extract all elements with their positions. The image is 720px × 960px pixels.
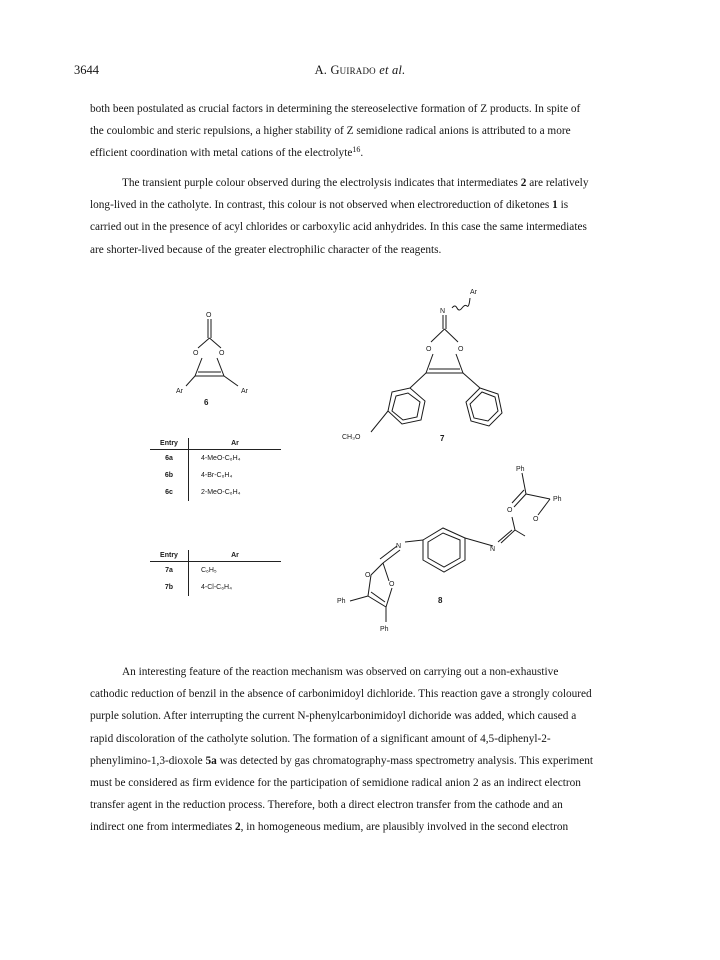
running-head xyxy=(0,63,720,78)
running-head-etal: et al. xyxy=(379,63,406,77)
structures-svg xyxy=(0,280,720,640)
paragraph-3-line: An interesting feature of the reaction mechanism was observed on carrying out a non-exhaustive xyxy=(122,666,559,678)
paragraph-3-line: purple solution. After interrupting the current N-phenylcarbonimidoyl dichoride was added, which caused a xyxy=(90,710,577,723)
table-cell-entry: 7a xyxy=(150,562,189,580)
compound-number-6: 6 xyxy=(204,398,209,407)
atom-label: Ph xyxy=(553,496,562,503)
table-row xyxy=(150,579,281,596)
table-header-ar: Ar xyxy=(189,550,282,562)
text-run: are relatively xyxy=(526,177,589,189)
paragraph-3-line xyxy=(90,816,630,838)
text-run: , in homogeneous medium, are plausibly involved in the second electron xyxy=(240,821,569,834)
atom-label: CH₃O xyxy=(342,434,361,441)
paragraph-1-line xyxy=(90,142,630,164)
paragraph-2-line: are shorter-lived because of the greater electrophilic character of the reagents. xyxy=(90,243,442,256)
atom-label: O xyxy=(426,346,432,353)
compound-6-table xyxy=(150,438,281,501)
atom-label: Ar xyxy=(241,388,248,395)
table-row xyxy=(150,562,281,580)
table-cell-ar: 4-MeO-C₆H₄ xyxy=(201,455,241,462)
atom-label: O xyxy=(458,346,464,353)
reference-superscript: 16 xyxy=(352,145,361,155)
compound-ref: 5a xyxy=(205,754,217,767)
paragraph-3-line: rapid discoloration of the catholyte solution. The formation of a significant amount of 4,5-diphenyl-2- xyxy=(90,732,551,745)
atom-label: Ph xyxy=(337,598,346,605)
compound-number-7: 7 xyxy=(440,434,445,443)
atom-label: O xyxy=(507,507,513,514)
atom-label: O xyxy=(365,572,371,579)
table-cell-entry: 6a xyxy=(150,450,189,468)
paragraph-3-line xyxy=(90,750,630,772)
paragraph-2 xyxy=(90,172,630,261)
text-run: indirect one from intermediates xyxy=(90,821,235,834)
atom-label: Ar xyxy=(470,289,477,296)
text-run: The transient purple colour observed during the electrolysis indicates that intermediates xyxy=(122,177,521,189)
table-row xyxy=(150,450,281,468)
atom-label: N xyxy=(396,543,402,550)
text-run: phenylimino-1,3-dioxole xyxy=(90,754,206,767)
atom-label: O xyxy=(193,350,199,357)
paragraph-1 xyxy=(90,98,630,165)
paragraph-1-line: the coulombic and steric repulsions, a higher stability of Z semidione radical anions is attributed to a more xyxy=(90,125,571,138)
table-cell-entry: 6c xyxy=(150,484,189,501)
text-run: is xyxy=(557,199,569,212)
paragraph-3-line: transfer agent in the reduction process. Therefore, both a direct electron transfer from the cathode and an xyxy=(90,799,563,812)
compound-8-structure xyxy=(350,473,550,622)
paragraph-3-line: must be considered as firm evidence for the participation of semidione radical anion 2 as an indirect electron xyxy=(90,777,581,790)
compound-ref: 1 xyxy=(552,199,558,212)
running-head-author: A. Guirado xyxy=(314,63,376,77)
paragraph-2-line xyxy=(90,194,630,216)
text-run: long-lived in the catholyte. In contrast, this colour is not observed when electroreduction of diketones xyxy=(90,199,553,212)
table-cell-ar: 4-Br-C₆H₄ xyxy=(201,472,233,479)
table-cell-ar: 2-MeO-C₆H₄ xyxy=(201,489,241,496)
atom-label: Ph xyxy=(380,626,389,633)
atom-label: Ar xyxy=(176,388,183,395)
table-cell-entry: 6b xyxy=(150,467,189,484)
text-run: was detected by gas chromatography-mass spectrometry analysis. This experiment xyxy=(216,754,594,767)
compound-number-8: 8 xyxy=(438,596,443,605)
paragraph-1-text: efficient coordination with metal cations of the electrolyte xyxy=(90,147,353,160)
compound-7-table xyxy=(150,550,281,596)
table-header-entry: Entry xyxy=(150,438,189,450)
table-row xyxy=(150,467,281,484)
table-header-ar: Ar xyxy=(189,438,282,450)
paragraph-1-line: both been postulated as crucial factors in determining the stereoselective formation of Z products. In spite of xyxy=(90,103,581,115)
atom-label: Ph xyxy=(516,466,525,473)
paragraph-2-line xyxy=(90,172,630,194)
compound-7-structure xyxy=(371,298,502,432)
table-header-entry: Entry xyxy=(150,550,189,562)
atom-label: O xyxy=(389,581,395,588)
table-cell-entry: 7b xyxy=(150,579,189,596)
paragraph-3-line: cathodic reduction of benzil in the absence of carbonimidoyl dichloride. This reaction gave a strongly coloured xyxy=(90,688,592,701)
atom-label: N xyxy=(490,546,496,553)
chemical-structures-figure xyxy=(0,280,720,640)
paragraph-2-line: carried out in the presence of acyl chlorides or carboxylic acid anhydrides. In this case the same intermediates xyxy=(90,221,587,234)
compound-ref: 2 xyxy=(520,177,527,189)
page-number: 3644 xyxy=(74,63,99,77)
atom-label: O xyxy=(219,350,225,357)
paragraph-1-end: . xyxy=(360,147,364,160)
atom-label: O xyxy=(533,516,539,523)
table-cell-ar: C₆H₅ xyxy=(201,567,217,574)
atom-label: O xyxy=(206,312,212,319)
compound-ref: 2 xyxy=(234,821,241,834)
paragraph-3 xyxy=(90,661,630,839)
table-cell-ar: 4-Cl-C₆H₄ xyxy=(201,584,232,591)
table-row xyxy=(150,484,281,501)
atom-label: N xyxy=(440,308,446,315)
